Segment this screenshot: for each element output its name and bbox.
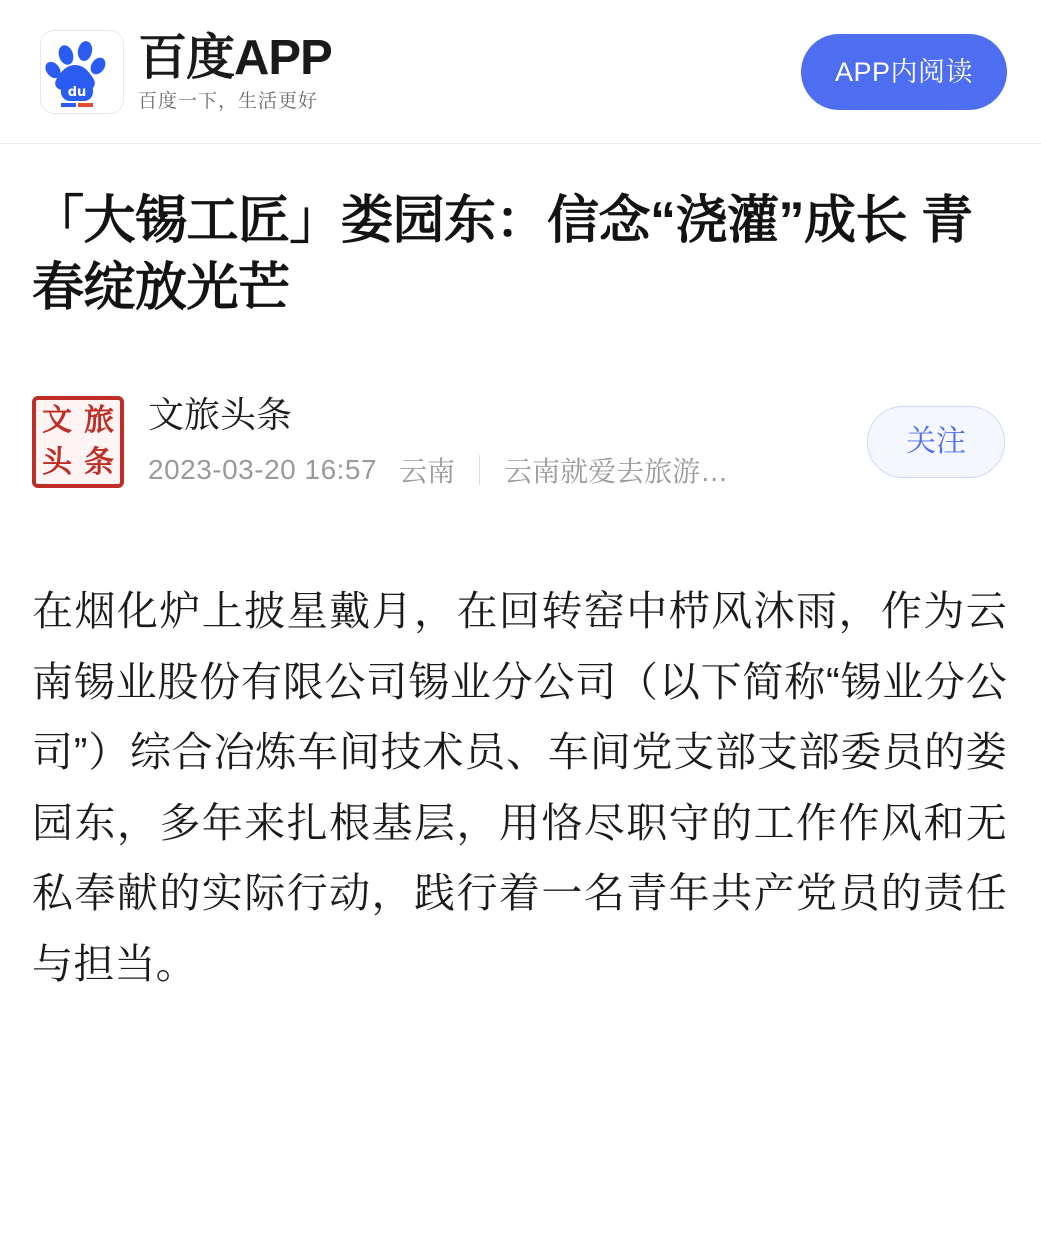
meta-line bbox=[148, 450, 849, 490]
brand-text-block bbox=[138, 30, 332, 113]
brand-subtitle: 百度一下，生活更好 bbox=[138, 91, 319, 112]
follow-button[interactable]: 关注 bbox=[867, 406, 1005, 478]
baidu-app-brand[interactable] bbox=[40, 30, 801, 114]
page-title: 「大锡工匠」娄园东：信念“浇灌”成长 青春绽放光芒 bbox=[32, 192, 973, 317]
publish-region: 云南 bbox=[399, 456, 456, 488]
avatar[interactable] bbox=[32, 396, 124, 488]
author-meta-row bbox=[32, 393, 1013, 490]
avatar-char-1: 文 bbox=[42, 402, 72, 438]
article-paragraph: 在烟化炉上披星戴月，在回转窑中栉风沐雨，作为云南锡业股份有限公司锡业分公司（以下简称“锡业分公司”）综合冶炼车间技术员、车间党支部支部委员的娄园东，多年来扎根基层，用恪尽职守的工作作风和无私奉献的实际行动，践行着一名青年共产党员的责任与担当。 bbox=[32, 588, 1007, 987]
top-bar bbox=[0, 0, 1041, 144]
open-in-app-button[interactable]: APP内阅读 bbox=[801, 34, 1007, 110]
avatar-char-2: 旅 bbox=[84, 402, 114, 438]
article-body bbox=[32, 576, 1013, 999]
avatar-char-4: 条 bbox=[84, 444, 114, 480]
avatar-seal bbox=[32, 396, 124, 488]
baidu-paw-icon bbox=[40, 30, 124, 114]
meta-text-block bbox=[148, 393, 849, 490]
author-name[interactable]: 文旅头条 bbox=[148, 394, 293, 436]
svg-text:du: du bbox=[67, 84, 87, 100]
brand-title: 百度APP bbox=[138, 31, 332, 86]
avatar-char-3: 头 bbox=[42, 444, 72, 480]
publish-timestamp: 2023-03-20 16:57 bbox=[148, 454, 378, 486]
meta-divider bbox=[479, 455, 480, 485]
article-source: 云南就爱去旅游… bbox=[504, 456, 729, 488]
article-container bbox=[0, 144, 1041, 999]
